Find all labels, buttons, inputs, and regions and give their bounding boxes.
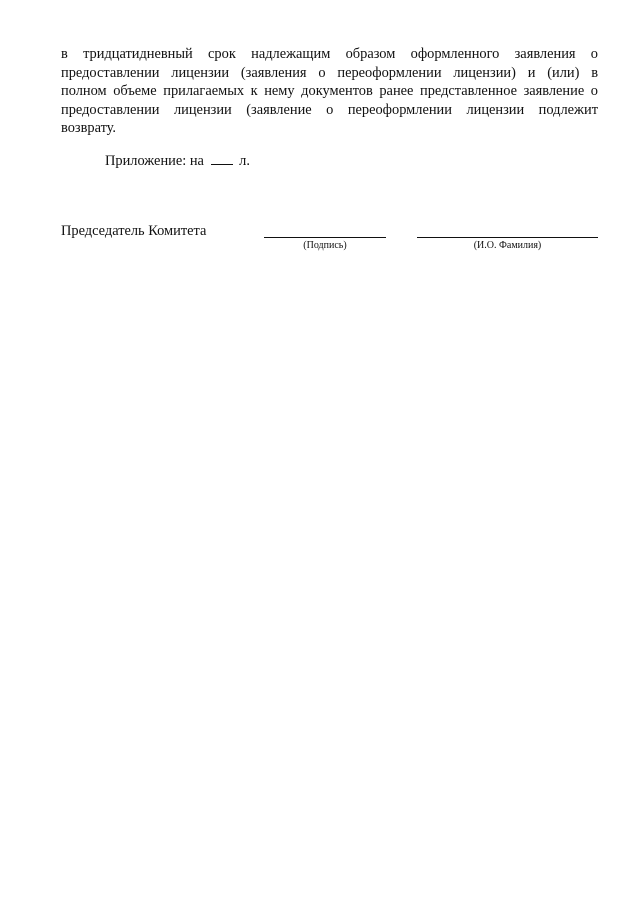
paragraph-line: предоставлении лицензии (заявления о переоформлении лицензии) и (или) в (61, 64, 598, 81)
paragraph-line: полном объеме прилагаемых к нему документов ранее представленное заявление о (61, 83, 598, 100)
paragraph-line: возврату. (61, 120, 117, 137)
page-count-blank (211, 152, 233, 165)
attachment-label: Приложение: на (105, 153, 204, 169)
body-paragraph (61, 45, 598, 138)
attachment-unit: л. (239, 153, 250, 169)
position-title: Председатель Комитета (61, 223, 207, 239)
attachment-line (105, 152, 250, 170)
signature-caption: (Подпись) (303, 240, 347, 251)
signature-line (264, 237, 386, 238)
name-line (417, 237, 598, 238)
paragraph-line: предоставлении лицензии (заявление о переоформлении лицензии подлежит (61, 101, 598, 118)
name-caption: (И.О. Фамилия) (473, 240, 542, 251)
paragraph-line: в тридцатидневный срок надлежащим образом оформленного заявления о (61, 46, 598, 62)
